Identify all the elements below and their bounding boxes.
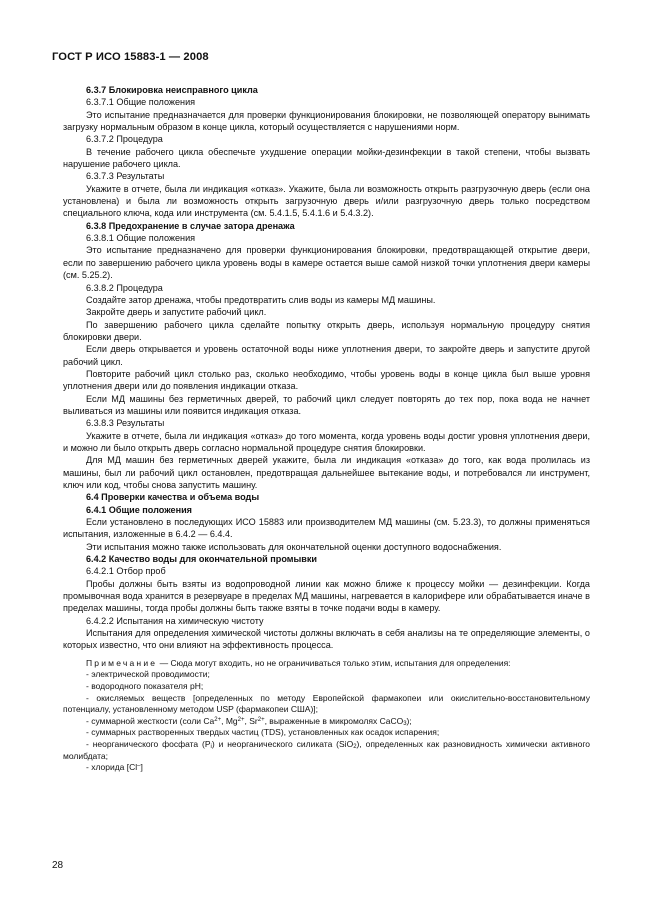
chloride-prefix: - хлорида [Cl xyxy=(86,762,138,773)
paragraph: Это испытание предназначено для проверки функционирования блокировки, предотвращающей открытие двери, если по завершению рабочего цикла уровень воды в камере остается выше самой низкой точки уплотнения двери камеры (см. 5.25.2). xyxy=(63,245,590,281)
paragraph: Эти испытания можно также использовать для окончательной оценки доступного водоснабжения. xyxy=(86,541,502,552)
section-6-3-7-1-subheading: 6.3.7.1 Общие положения xyxy=(86,97,196,108)
note-block xyxy=(63,658,590,774)
paragraph: Пробы должны быть взяты из водопроводной линии как можно ближе к процессу мойки — дезинфекции. Когда промывочная вода хранится в резервуаре в пределах МД машины, нагревается в калорифере или обрабатывается иначе в пределах машины, тогда пробы должны быть также взяты в точке подачи воды в камеру. xyxy=(63,578,590,614)
section-6-4-1-heading: 6.4.1 Общие положения xyxy=(86,504,192,515)
paragraph: Укажите в отчете, была ли индикация «отказ» до того момента, когда уровень воды достиг уровня уплотнения двери, и можно ли было открыть дверь согласно нормальной процедуре снятия блокировки. xyxy=(63,430,590,453)
section-6-3-7-3-subheading: 6.3.7.3 Результаты xyxy=(86,171,165,182)
section-6-3-8-heading: 6.3.8 Предохранение в случае затора дренажа xyxy=(86,220,295,231)
ca-charge: 2+ xyxy=(214,716,222,723)
chloride-suffix: ] xyxy=(140,762,143,773)
phosphate-prefix: - неорганического фосфата (P xyxy=(86,738,211,749)
section-6-3-7-heading: 6.3.7 Блокировка неисправного цикла xyxy=(86,85,258,95)
paragraph: Если МД машины без герметичных дверей, то рабочий цикл следует повторять до тех пор, пока вода не начнет выливаться из машины или появится индикация отказа. xyxy=(63,393,590,416)
section-6-3-8-3-subheading: 6.3.8.3 Результаты xyxy=(86,418,165,429)
sr-charge: 2+ xyxy=(257,716,265,723)
page-number: 28 xyxy=(52,860,64,871)
section-6-4-heading: 6.4 Проверки качества и объема воды xyxy=(86,492,260,503)
note-item: - водородного показателя рН; xyxy=(86,681,204,691)
phosphate-middle: ) и неорганического силиката (SiO xyxy=(211,738,354,749)
phosphate-suffix: ), определенных как разновидность химически активного молибдата; xyxy=(63,738,591,761)
hardness-suffix: , выраженные в микромолях CaCO xyxy=(264,715,404,726)
paragraph: Создайте затор дренажа, чтобы предотвратить слив воды из камеры МД машины. xyxy=(86,294,436,305)
hardness-sep1: , Mg xyxy=(221,715,238,726)
paragraph: Для МД машин без герметичных дверей укажите, была ли индикация «отказа» до того, как вода пролилась из машины, был ли рабочий цикл остановлен, предотвращая дальнейшее вытекание воды, и потребовался ли инструмент, ключ или код, чтобы снова запустить машину. xyxy=(63,455,590,490)
document-header: ГОСТ Р ИСО 15883-1 — 2008 xyxy=(52,51,209,63)
paragraph: Если дверь открывается и уровень остаточной воды ниже уплотнения двери, то закройте дверь и запустите другой рабочий цикл. xyxy=(63,344,590,367)
paragraph: Это испытание предназначается для проверки функционирования блокировки, не позволяющей оператору вынимать загрузку нормальным образом в конце цикла, который осуществляется с нарушениями норм. xyxy=(63,109,590,133)
chloride-charge: – xyxy=(137,763,141,770)
section-6-4-2-heading: 6.4.2 Качество воды для окончательной промывки xyxy=(86,554,317,565)
section-6-4-2-2-subheading: 6.4.2.2 Испытания на химическую чистоту xyxy=(86,615,264,626)
note-item: - суммарных растворенных твердых частиц (TDS), установленных как осадок испарения; xyxy=(86,727,440,738)
note-item-chloride xyxy=(63,762,590,774)
section-6-3-7-2-subheading: 6.3.7.2 Процедура xyxy=(86,134,163,145)
hardness-end: ); xyxy=(406,715,412,726)
note-label: Примечание xyxy=(86,657,158,668)
section-6-4-2-1-subheading: 6.4.2.1 Отбор проб xyxy=(86,566,166,577)
section-6-3-8-2-subheading: 6.3.8.2 Процедура xyxy=(86,282,163,293)
note-intro xyxy=(63,658,590,670)
paragraph: Укажите в отчете, была ли индикация «отказ». Укажите, была ли возможность открыть разгрузочную дверь (если она установлена) и была ли возможность открыть загрузочную дверь и/или разгрузочную дверь только посредством специального ключа, кода или инструмента (см. 5.4.1.5, 5.4.1.6 и 5.4.3.2). xyxy=(63,183,590,219)
note-intro-text: — Сюда могут входить, но не ограничиваться только этим, испытания для определения: xyxy=(159,657,511,668)
hardness-prefix: - суммарной жесткости (соли Ca xyxy=(86,715,215,726)
caco-index: 3 xyxy=(403,720,407,727)
note-item-phosphate xyxy=(63,739,590,762)
p-index: i xyxy=(210,743,212,750)
note-item: - окисляемых веществ [определенных по методу Европейской фармакопеи или окислительно-восстановительному потенциалу, установленному методом USP (фармакопеи США)]; xyxy=(63,692,590,715)
paragraph: По завершению рабочего цикла сделайте попытку открыть дверь, используя нормальную процедуру снятия блокировки двери. xyxy=(63,319,590,342)
note-item: - электрической проводимости; xyxy=(86,669,210,680)
paragraph: Закройте дверь и запустите рабочий цикл. xyxy=(86,307,267,318)
mg-charge: 2+ xyxy=(237,716,245,723)
paragraph: Если установлено в последующих ИСО 15883 или производителем МД машины (см. 5.23.3), то должны применяться испытания, изложенные в 6.4.2 — 6.4.4. xyxy=(63,517,590,540)
section-6-3-8-1-subheading: 6.3.8.1 Общие положения xyxy=(86,233,196,244)
note-item-hardness xyxy=(63,716,590,728)
hardness-sep2: , Sr xyxy=(244,715,258,726)
document-body xyxy=(63,84,590,774)
paragraph: Повторите рабочий цикл столько раз, сколько необходимо, чтобы уровень воды в конце цикла был выше уровня уплотнения двери или до появления индикации отказа. xyxy=(63,368,590,392)
paragraph: Испытания для определения химической чистоты должны включать в себя анализы на те определяющие элементы, о которых известно, что они влияют на эффективность процесса. xyxy=(63,628,590,651)
si-index: 2 xyxy=(353,743,357,750)
paragraph: В течение рабочего цикла обеспечьте ухудшение операции мойки-дезинфекции в такой степени, чтобы вызвать нарушение рабочего цикла. xyxy=(63,146,590,170)
